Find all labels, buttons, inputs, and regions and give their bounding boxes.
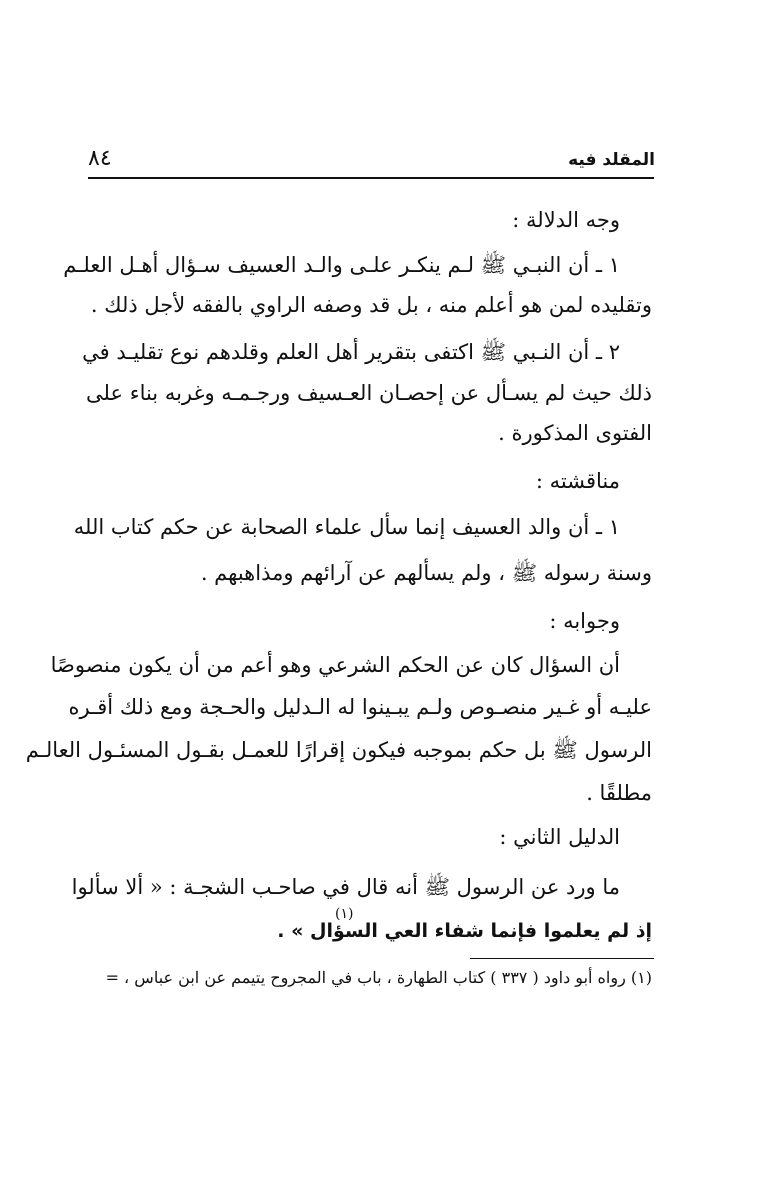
footnote-marker: (١)	[335, 906, 354, 922]
heading-wajh-aldalala: وجه الدلالة :	[512, 208, 620, 232]
body-line: وسنة رسوله ﷺ ، ولم يسألهم عن آرائهم ومذاهبهم .	[200, 561, 652, 585]
body-line: أن السؤال كان عن الحكم الشرعي وهو أعم من أن يكون منصوصًا	[50, 653, 620, 677]
body-line: ذلك حيث لم يسـأل عن إحصـان العـسيف ورجـمـه وغربه بناء على	[86, 381, 652, 405]
body-line: ١ ـ أن والد العسيف إنما سأل علماء الصحابة عن حكم كتاب الله	[73, 515, 620, 539]
body-line: ٢ ـ أن النـبي ﷺ اكتفى بتقرير أهل العلم وقلدهم نوع تقليـد في	[82, 340, 620, 364]
body-line-hadith: ما ورد عن الرسول ﷺ أنه قال في صاحـب الشجـة : « ألا سألوا	[71, 875, 620, 899]
running-header-title: المقلد فيه	[568, 150, 655, 170]
body-line: الفتوى المذكورة .	[498, 421, 652, 445]
heading-jawabuh: وجوابه :	[549, 609, 620, 633]
header-rule	[88, 177, 654, 179]
page-number: ٨٤	[88, 146, 112, 171]
footnote-text: (١) رواه أبو داود ( ٣٣٧ ) كتاب الطهارة ، باب في المجروح يتيمم عن ابن عباس ، =	[105, 968, 652, 987]
body-line: الرسول ﷺ بل حكم بموجبه فيكون إقرارًا للعمـل بقـول المسئـول العالـم	[25, 738, 652, 762]
body-line: ١ ـ أن النبـي ﷺ لـم ينكـر علـى والـد العسيف سـؤال أهـل العلـم	[63, 253, 620, 277]
body-line: مطلقًا .	[586, 781, 652, 805]
heading-munaqashatuh: مناقشته :	[535, 469, 620, 493]
footnote-rule	[470, 958, 654, 959]
heading-second-evidence: الدليل الثاني :	[499, 825, 620, 849]
hadith-bold-line: إذ لم يعلموا فإنما شفاء العي السؤال » .	[277, 920, 652, 942]
body-line: وتقليده لمن هو أعلم منه ، بل قد وصفه الراوي بالفقه لأجل ذلك .	[90, 293, 652, 317]
body-line: عليـه أو غـير منصـوص ولـم يبـينوا له الـدليل والحـجة ومع ذلك أقـره	[68, 695, 652, 719]
